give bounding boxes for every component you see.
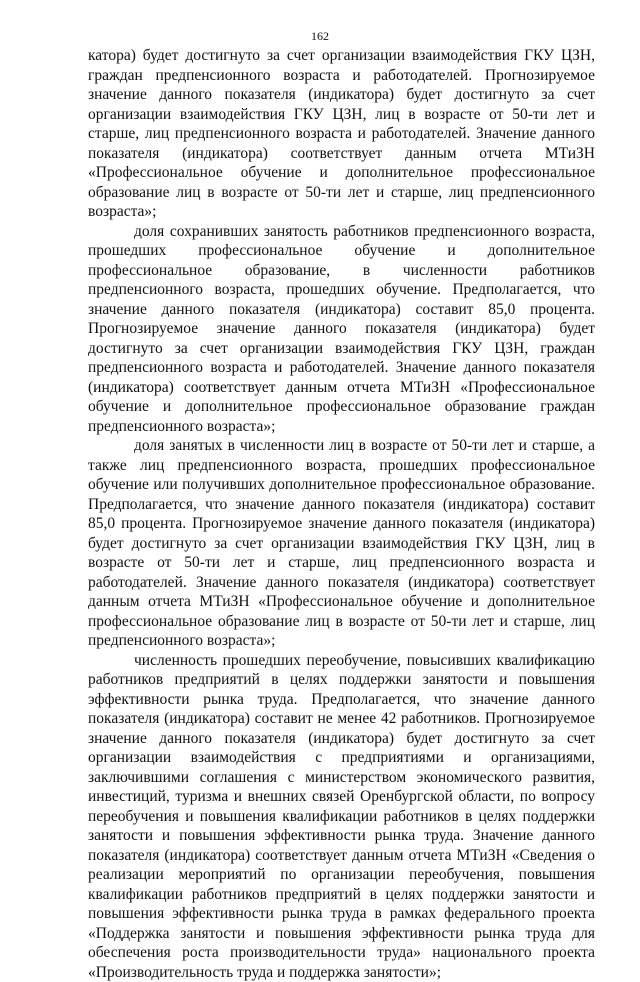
paragraph-continuation: катора) будет достигнуто за счет организации взаимодействия ГКУ ЦЗН, граждан предпенсионного возраста и работодателей. Прогнозируемое значение данного показателя (индикатора) будет достигнуто за счет организации взаимодействия ГКУ ЦЗН, лиц в возрасте от 50-ти лет и старше, лиц предпенсионного возраста и работодателей. Значение данного показателя (индикатора) соответствует данным отчета МТиЗН «Профессиональное обучение и дополнительное профессиональное образование лиц в возрасте от 50-ти лет и старше, лиц предпенсионного возраста»; bbox=[88, 46, 595, 222]
page-number: 162 bbox=[0, 29, 640, 43]
paragraph-retrained-workers-count: численность прошедших переобучение, повысивших квалификацию работников предприятий в целях поддержки занятости и повышения эффективности рынка труда. Предполагается, что значение данного показателя (индикатора) составит не менее 42 работников. Прогнозируемое значение данного показателя (индикатора) будет достигнуто за счет организации взаимодействия с предприятиями и организациями, заключившими соглашения с министерством экономического развития, инвестиций, туризма и внешних связей Оренбургской области, по вопросу переобучения и повышения квалификации работников в целях поддержки занятости и повышения эффективности рынка труда. Значение данного показателя (индикатора) соответствует данным отчета МТиЗН «Сведения о реализации мероприятий по организации переобучения, повышения квалификации работников предприятий в целях поддержки занятости и повышения эффективности рынка труда в рамках федерального проекта «Поддержка занятости и повышения эффективности рынка труда для обеспечения роста производительности труда» национального проекта «Производительность труда и поддержка занятости»; bbox=[88, 651, 595, 982]
paragraph-employed-over-50-share: доля занятых в численности лиц в возрасте от 50-ти лет и старше, а также лиц предпенсионного возраста, прошедших профессиональное обучение или получивших дополнительное профессиональное образование. Предполагается, что значение данного показателя (индикатора) составит 85,0 процента. Прогнозируемое значение данного показателя (индикатора) будет достигнуто за счет организации взаимодействия ГКУ ЦЗН, лиц в возрасте от 50-ти лет и старше, лиц предпенсионного возраста и работодателей. Значение данного показателя (индикатора) соответствует данным отчета МТиЗН «Профессиональное обучение и дополнительное профессиональное образование лиц в возрасте от 50-ти лет и старше, лиц предпенсионного возраста»; bbox=[88, 436, 595, 651]
document-body bbox=[88, 46, 595, 982]
paragraph-preretirement-employment-share: доля сохранивших занятость работников предпенсионного возраста, прошедших профессиональное обучение и дополнительное профессиональное образование, в численности работников предпенсионного возраста, прошедших обучение. Предполагается, что значение данного показателя (индикатора) составит 85,0 процента. Прогнозируемое значение данного показателя (индикатора) будет достигнуто за счет организации взаимодействия ГКУ ЦЗН, граждан предпенсионного возраста и работодателей. Значение данного показателя (индикатора) соответствует данным отчета МТиЗН «Профессиональное обучение и дополнительное профессиональное образование граждан предпенсионного возраста»; bbox=[88, 222, 595, 437]
